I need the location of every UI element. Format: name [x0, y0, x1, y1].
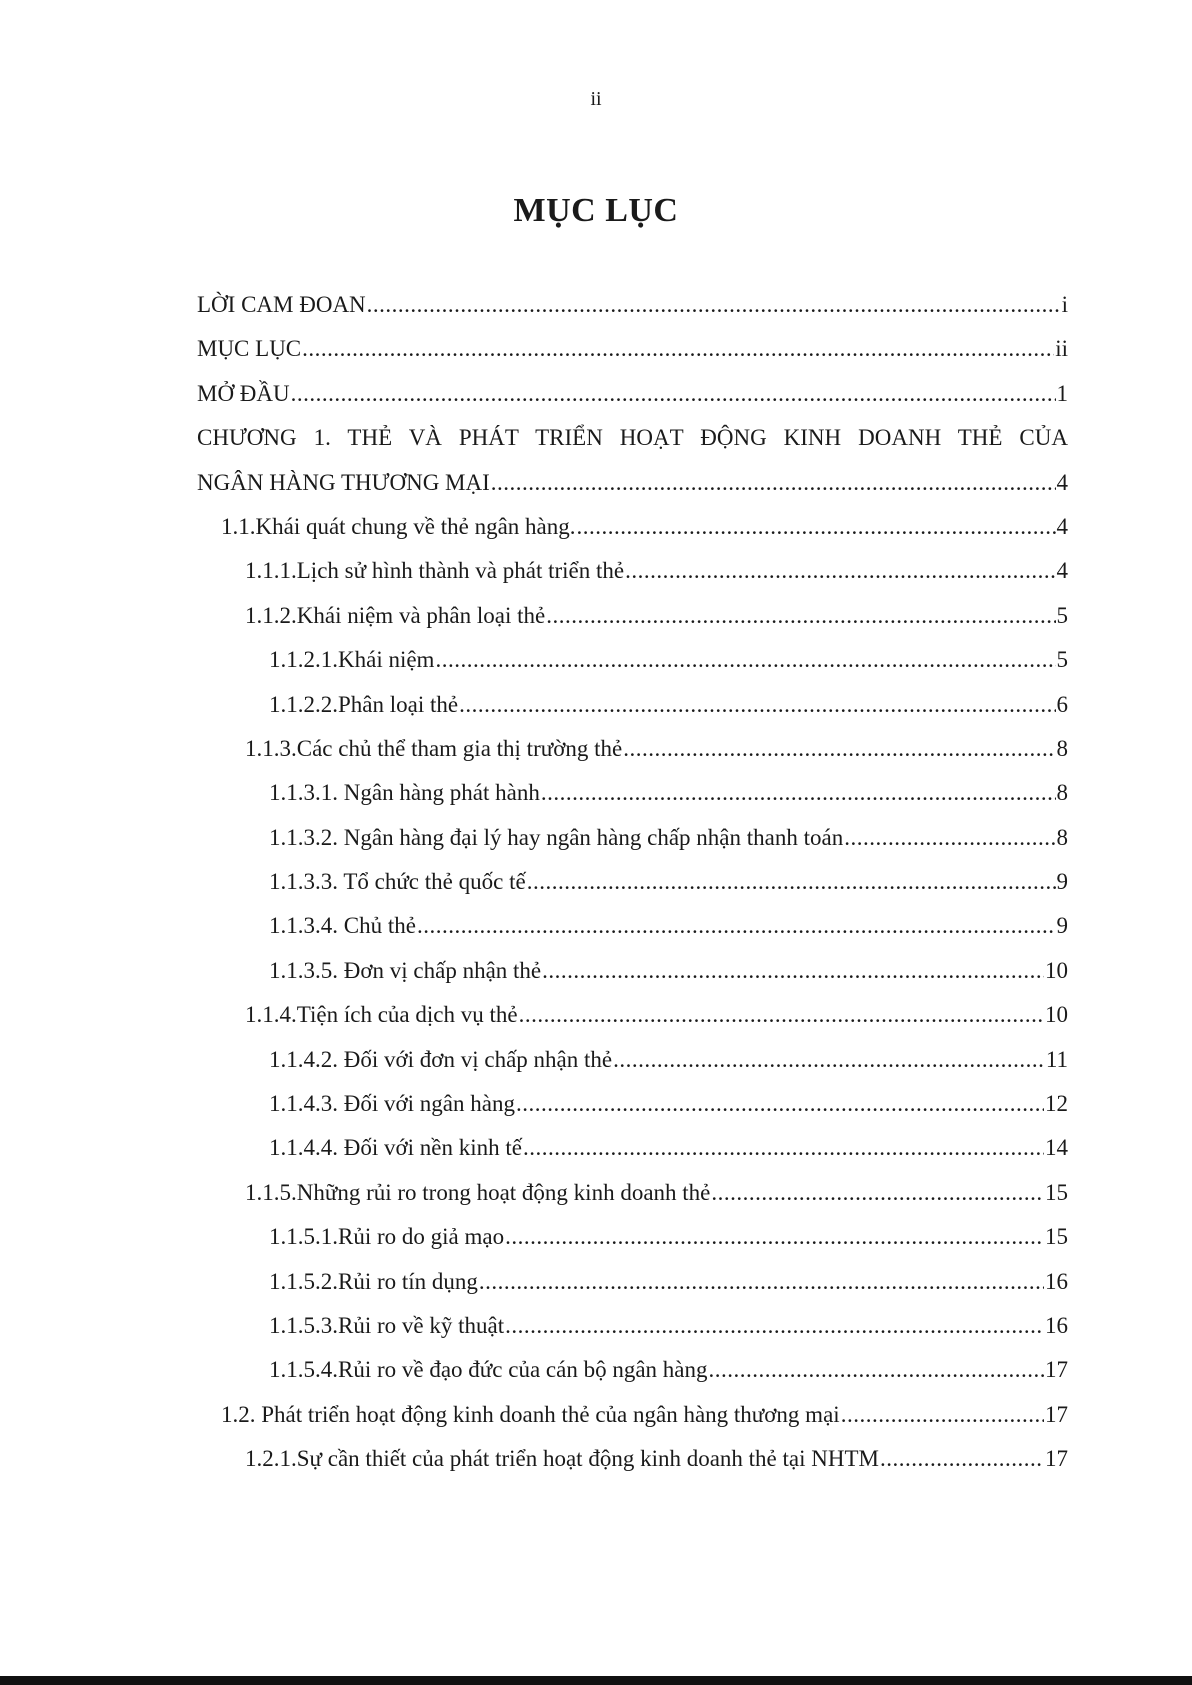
- toc-entry-page: 17: [1045, 1401, 1068, 1427]
- toc-entry-1-1-3-4[interactable]: [197, 913, 1068, 957]
- toc-leader-dots: [505, 1224, 1044, 1250]
- toc-entry-page: 15: [1045, 1224, 1068, 1250]
- toc-entry-title: 1.1.2.1.Khái niệm: [269, 647, 435, 673]
- toc-entry-1-1-2-2[interactable]: [197, 692, 1068, 736]
- toc-entry-page: 17: [1045, 1446, 1068, 1472]
- toc-entry-chapter-1-line-1[interactable]: CHƯƠNG 1. THẺ VÀ PHÁT TRIỂN HOẠT ĐỘNG KINH DOANH THẺ CỦA: [197, 425, 1068, 451]
- toc-entry-page: 14: [1045, 1135, 1068, 1161]
- page-number: ii: [590, 88, 602, 110]
- page-title: MỤC LỤC: [513, 192, 679, 229]
- toc-leader-dots: [711, 1180, 1044, 1206]
- toc-entry-title: MỤC LỤC: [197, 336, 302, 362]
- toc-leader-dots: [417, 913, 1056, 939]
- table-of-contents: [197, 292, 1068, 1491]
- toc-entry-muc-luc[interactable]: [197, 336, 1068, 380]
- toc-entry-title: 1.1.Khái quát chung về thẻ ngân hàng.: [221, 513, 576, 539]
- toc-entry-title: 1.1.3.2. Ngân hàng đại lý hay ngân hàng chấp nhận thanh toán: [269, 824, 844, 850]
- toc-leader-dots: [459, 692, 1055, 718]
- toc-leader-dots: [613, 1047, 1045, 1073]
- toc-entry-title: 1.1.5.2.Rủi ro tín dụng: [269, 1268, 478, 1294]
- toc-entry-page: 10: [1045, 957, 1068, 983]
- toc-entry-title: 1.1.3.3. Tổ chức thẻ quốc tế: [269, 869, 526, 895]
- toc-entry-1-1-3-2[interactable]: [197, 825, 1068, 869]
- toc-entry-title: 1.1.5.4.Rủi ro về đạo đức của cán bộ ngân hàng: [269, 1357, 708, 1383]
- toc-entry-1-1-5-3[interactable]: [197, 1313, 1068, 1357]
- toc-entry-title: 1.2. Phát triển hoạt động kinh doanh thẻ của ngân hàng thương mại: [221, 1401, 840, 1427]
- toc-entry-page: 15: [1045, 1179, 1068, 1205]
- toc-entry-title: 1.1.2.Khái niệm và phân loại thẻ: [245, 602, 546, 628]
- toc-entry-1-1-4-3[interactable]: [197, 1091, 1068, 1135]
- toc-leader-dots: [546, 603, 1055, 629]
- toc-leader-dots: [841, 1402, 1044, 1428]
- toc-leader-dots: [527, 869, 1056, 895]
- toc-entry-1-1-5[interactable]: [197, 1180, 1068, 1224]
- toc-entry-page: 9: [1056, 913, 1068, 939]
- toc-entry-1-1-3-3[interactable]: [197, 869, 1068, 913]
- toc-leader-dots: [541, 780, 1056, 806]
- toc-entry-title: 1.1.3.Các chủ thể tham gia thị trường thẻ: [245, 735, 623, 761]
- toc-leader-dots: [844, 825, 1055, 851]
- toc-entry-title: 1.1.2.2.Phân loại thẻ: [269, 691, 459, 717]
- toc-entry-page: 5: [1056, 602, 1068, 628]
- toc-entry-page: 16: [1045, 1268, 1068, 1294]
- toc-entry-page: 16: [1045, 1312, 1068, 1338]
- toc-leader-dots: [291, 381, 1056, 407]
- toc-entry-1-2-1[interactable]: [197, 1446, 1068, 1490]
- toc-entry-page: i: [1061, 292, 1068, 317]
- toc-leader-dots: [625, 558, 1055, 584]
- toc-entry-1-1[interactable]: [197, 514, 1068, 558]
- toc-leader-dots: [542, 958, 1044, 984]
- toc-entry-1-1-2-1[interactable]: [197, 647, 1068, 691]
- toc-entry-title: 1.1.4.2. Đối với đơn vị chấp nhận thẻ: [269, 1046, 613, 1072]
- toc-entry-1-1-1[interactable]: [197, 558, 1068, 602]
- toc-entry-title: 1.1.3.5. Đơn vị chấp nhận thẻ: [269, 957, 542, 983]
- toc-entry-1-1-3-5[interactable]: [197, 958, 1068, 1002]
- toc-entry-title: 1.2.1.Sự cần thiết của phát triển hoạt động kinh doanh thẻ tại NHTM: [245, 1446, 879, 1472]
- toc-entry-page: 8: [1056, 735, 1068, 761]
- toc-entry-page: 11: [1045, 1046, 1068, 1072]
- toc-leader-dots: [577, 514, 1056, 540]
- toc-entry-title: 1.1.1.Lịch sử hình thành và phát triển thẻ: [245, 558, 625, 584]
- toc-leader-dots: [505, 1313, 1044, 1339]
- toc-entry-page: 8: [1056, 780, 1068, 806]
- toc-entry-page: 17: [1045, 1357, 1068, 1383]
- toc-entry-title: MỞ ĐẦU: [197, 380, 290, 406]
- toc-entry-page: 10: [1045, 1002, 1068, 1028]
- toc-entry-mo-dau[interactable]: [197, 381, 1068, 425]
- toc-entry-1-1-4[interactable]: [197, 1002, 1068, 1046]
- toc-entry-title: 1.1.5.3.Rủi ro về kỹ thuật: [269, 1312, 505, 1338]
- toc-entry-page: 8: [1056, 824, 1068, 850]
- toc-entry-title: 1.1.4.3. Đối với ngân hàng: [269, 1091, 515, 1117]
- toc-leader-dots: [479, 1269, 1044, 1295]
- toc-leader-dots: [367, 292, 1061, 318]
- toc-entry-1-1-5-1[interactable]: [197, 1224, 1068, 1268]
- toc-leader-dots: [302, 336, 1054, 362]
- toc-entry-title: 1.1.5.Những rủi ro trong hoạt động kinh doanh thẻ: [245, 1179, 711, 1205]
- toc-entry-1-1-5-4[interactable]: [197, 1357, 1068, 1401]
- toc-entry-page: 6: [1056, 691, 1068, 717]
- toc-entry-1-1-4-2[interactable]: [197, 1047, 1068, 1091]
- toc-entry-title: 1.1.4.Tiện ích của dịch vụ thẻ: [245, 1002, 518, 1028]
- toc-entry-1-1-5-2[interactable]: [197, 1269, 1068, 1313]
- toc-entry-page: 4: [1056, 469, 1068, 495]
- toc-entry-title: 1.1.4.4. Đối với nền kinh tế: [269, 1135, 522, 1161]
- toc-entry-loi-cam-doan[interactable]: [197, 292, 1068, 336]
- toc-leader-dots: [491, 470, 1056, 496]
- toc-entry-page: 9: [1056, 869, 1068, 895]
- toc-entry-page: 12: [1045, 1091, 1068, 1117]
- toc-entry-title: LỜI CAM ĐOAN: [197, 292, 366, 317]
- toc-leader-dots: [880, 1446, 1044, 1472]
- toc-leader-dots: [623, 736, 1055, 762]
- toc-entry-1-1-2[interactable]: [197, 603, 1068, 647]
- toc-entry-title: 1.1.5.1.Rủi ro do giả mạo: [269, 1224, 505, 1250]
- toc-entry-page: 1: [1056, 380, 1068, 406]
- toc-entry-page: 5: [1056, 647, 1068, 673]
- toc-entry-title: 1.1.3.1. Ngân hàng phát hành: [269, 780, 540, 806]
- page-bottom-border: [0, 1676, 1192, 1685]
- toc-entry-1-1-4-4[interactable]: [197, 1135, 1068, 1179]
- toc-entry-page: ii: [1055, 336, 1068, 362]
- toc-entry-chapter-1[interactable]: [197, 470, 1068, 514]
- toc-leader-dots: [435, 647, 1055, 673]
- toc-entry-1-1-3-1[interactable]: [197, 780, 1068, 824]
- toc-entry-title: NGÂN HÀNG THƯƠNG MẠI: [197, 469, 490, 495]
- toc-leader-dots: [708, 1357, 1044, 1383]
- toc-entry-title: 1.1.3.4. Chủ thẻ: [269, 913, 416, 939]
- toc-entry-page: 4: [1056, 513, 1068, 539]
- toc-leader-dots: [519, 1002, 1044, 1028]
- toc-entry-1-1-3[interactable]: [197, 736, 1068, 780]
- toc-leader-dots: [516, 1091, 1044, 1117]
- toc-leader-dots: [523, 1135, 1044, 1161]
- toc-entry-1-2[interactable]: [197, 1402, 1068, 1446]
- toc-entry-page: 4: [1056, 558, 1068, 584]
